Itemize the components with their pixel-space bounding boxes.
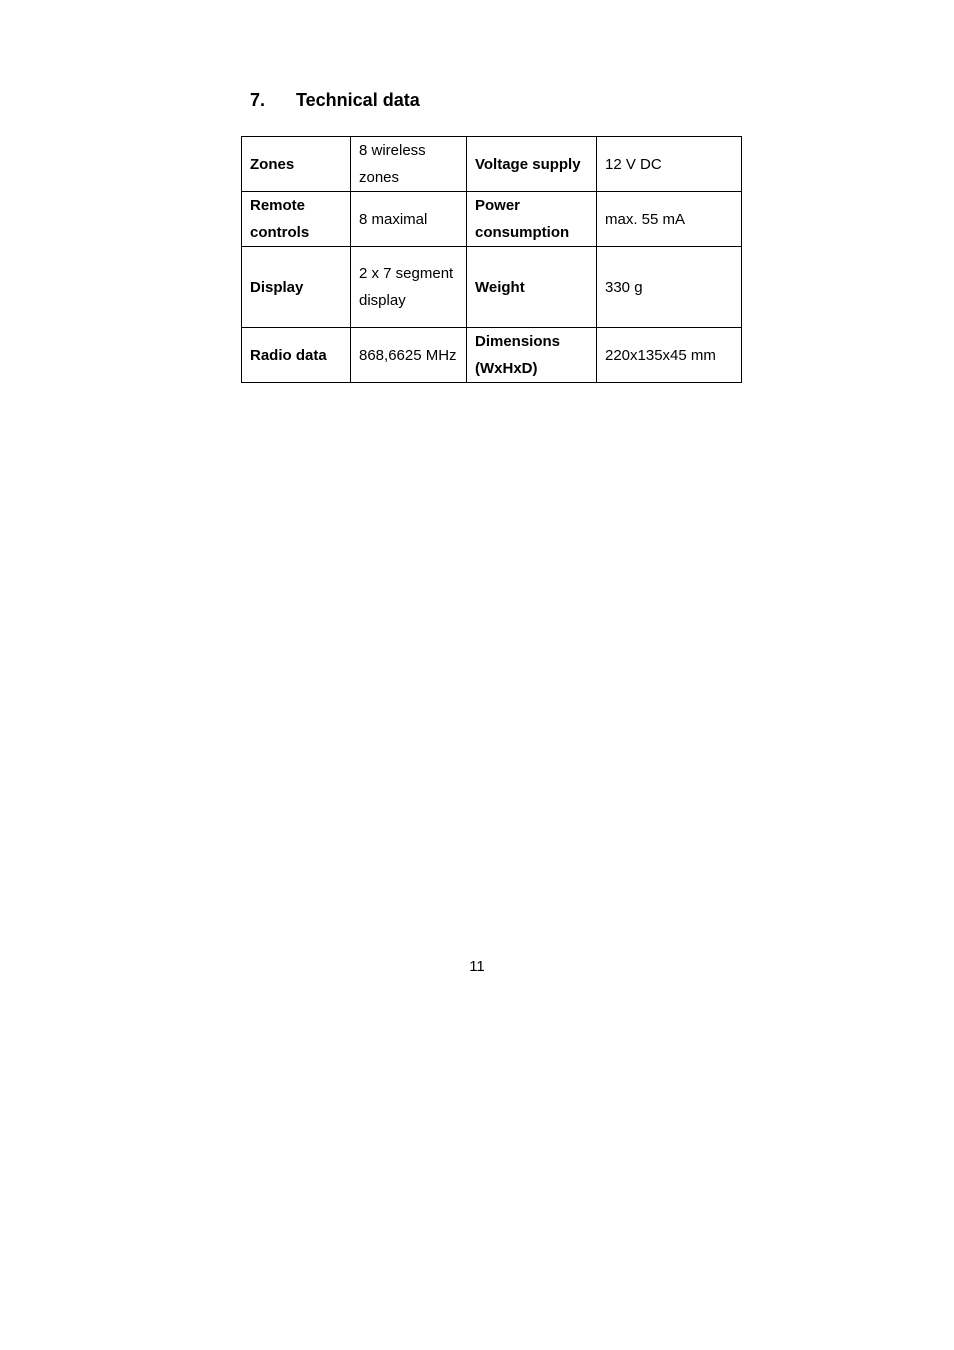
weight-label: Weight (467, 247, 597, 328)
page-number: 11 (469, 958, 485, 975)
remote-controls-label: Remote controls (242, 192, 351, 247)
radio-data-value: 868,6625 MHz (351, 328, 467, 383)
zones-value: 8 wireless zones (351, 137, 467, 192)
voltage-supply-label: Voltage supply (467, 137, 597, 192)
technical-data-table (241, 136, 742, 383)
dimensions-label: Dimensions (WxHxD) (467, 328, 597, 383)
weight-value: 330 g (597, 247, 742, 328)
section-title: Technical data (296, 90, 420, 110)
power-consumption-label: Power consumption (467, 192, 597, 247)
section-number: 7. (250, 90, 266, 110)
remote-controls-value: 8 maximal (351, 192, 467, 247)
table-row (242, 328, 742, 383)
table-row (242, 137, 742, 192)
section-heading (250, 90, 420, 111)
display-label: Display (242, 247, 351, 328)
table-row (242, 247, 742, 328)
zones-label: Zones (242, 137, 351, 192)
voltage-supply-value: 12 V DC (597, 137, 742, 192)
power-consumption-value: max. 55 mA (597, 192, 742, 247)
radio-data-label: Radio data (242, 328, 351, 383)
dimensions-value: 220x135x45 mm (597, 328, 742, 383)
display-value: 2 x 7 segment display (351, 247, 467, 328)
table-row (242, 192, 742, 247)
